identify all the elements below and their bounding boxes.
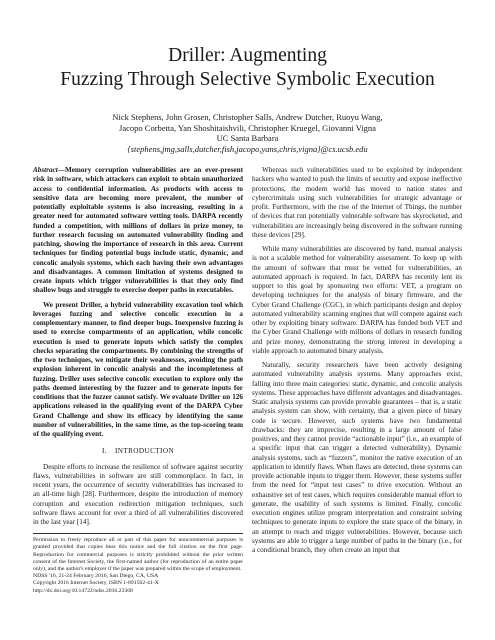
affiliation: UC Santa Barbara bbox=[216, 133, 279, 143]
abstract bbox=[33, 166, 243, 439]
paper-title bbox=[0, 44, 495, 92]
intro-paragraph-1: Despite efforts to increase the resilience of software against security flaws, vulnerabilities in software are still commonplace. In fact, in recent years, the occurrence of security vulnerabilities has increased to an all-time high [28]. Furthermore, despite the introduction of memory corruption and execution redirection mitigation techniques, such software flaws account for over a third of all vulnerabilities discovered in the last year [14]. bbox=[33, 462, 243, 526]
section-number: I. bbox=[101, 447, 107, 456]
intro-paragraph-2: Whereas such vulnerabilities used to be exploited by independent hackers who wanted to push the limits of security and expose ineffective protections, the modern world has moved to nation states and cybercriminals using such vulnerabilities for strategic advantage or profit. Furthermore, with the rise of the Internet of Things, the number of devices that run potentially vulnerable software has skyrocketed, and vulnerabilities are increasingly being discovered in the software running these devices [29]. bbox=[252, 166, 462, 239]
title-line-2: Fuzzing Through Selective Symbolic Execution bbox=[60, 69, 435, 90]
conference-info: NDSS '16, 21-24 February 2016, San Diego, CA, USA bbox=[33, 573, 159, 580]
author-emails: {stephens,jmg,salls,dutcher,fish,jacopo,yans,chris,vigna}@cs.ucsb.edu bbox=[127, 143, 368, 154]
right-column bbox=[252, 166, 462, 560]
abstract-paragraph-2: We present Driller, a hybrid vulnerability excavation tool which leverages fuzzing and selective concolic execution in a complementary manner, to find deeper bugs. Inexpensive fuzzing is used to exercise compartments of an application, while concolic execution is used to generate inputs which satisfy the complex checks separating the compartments. By combining the strengths of the two techniques, we mitigate their weaknesses, avoiding the path explosion inherent in concolic analysis and the incompleteness of fuzzing. Driller uses selective concolic execution to explore only the paths deemed interesting by the fuzzer and to generate inputs for conditions that the fuzzer cannot satisfy. We evaluate Driller on 126 applications released in the qualifying event of the DARPA Cyber Grand Challenge and show its efficacy by identifying the same number of vulnerabilities, in the same time, as the top-scoring team of the qualifying event. bbox=[33, 300, 243, 438]
abstract-paragraph-1: Abstract—Memory corruption vulnerabilities are an ever-present risk in software, which attackers can exploit to obtain unauthorized access to confidential information. As products with access to sensitive data are becoming more prevalent, the number of potentially exploitable systems is also increasing, resulting in a greater need for automated software vetting tools. DARPA recently funded a competition, with millions of dollars in prize money, to further research focusing on automated vulnerability finding and patching, showing the importance of research in this area. Current techniques for finding potential bugs include static, dynamic, and concolic analysis systems, which each having their own advantages and disadvantages. A common limitation of systems designed to create inputs which trigger vulnerabilities is that they only find shallow bugs and struggle to exercise deeper paths in executables. bbox=[33, 166, 243, 295]
doi-link[interactable]: http://dx.doi.org/10.14722/ndss.2016.23368 bbox=[33, 587, 133, 594]
section-heading-introduction bbox=[33, 447, 243, 456]
intro-paragraph-3: While many vulnerabilities are discovered by hand, manual analysis is not a scalable method for vulnerability assessment. To keep up with the amount of software that must be vetted for vulnerabilities, an automated approach is required. In fact, DARPA has recently lent its support to this goal by sponsoring two efforts: VET, a program on developing techniques for the analysis of binary firmware, and the Cyber Grand Challenge (CGC), in which participants design and deploy automated vulnerability scanning engines that will compete against each other by exploiting binary software. DARPA has funded both VET and the Cyber Grand Challenge with millions of dollars in research funding and prize money, demonstrating the strong interest in developing a viable approach to automated binary analysis. bbox=[252, 245, 462, 355]
authors-line-1: Nick Stephens, John Grosen, Christopher Salls, Andrew Dutcher, Ruoyu Wang, bbox=[112, 112, 383, 122]
intro-paragraph-4: Naturally, security researchers have been actively designing automated vulnerability analysis systems. Many approaches exist, falling into three main categories: static, dynamic, and concolic analysis systems. These approaches have different advantages and disadvantages. Static analysis systems can provide provable guarantees – that is, a static analysis system can show, with certainty, that a given piece of binary code is secure. However, such systems have two fundamental drawbacks: they are imprecise, resulting in a large amount of false positives, and they cannot provide “actionable input” (i.e., an example of a specific input that can trigger a detected vulnerability). Dynamic analysis systems, such as “fuzzers”, monitor the native execution of an application to identify flaws. When flaws are detected, these systems can provide actionable inputs to trigger them. However, these systems suffer from the need for “input test cases” to drive execution. Without an exhaustive set of test cases, which requires considerable manual effort to generate, the usability of such systems is limited. Finally, concolic execution engines utilize program interpretation and constraint solving techniques to generate inputs to explore the state space of the binary, in an attempt to reach and trigger vulnerabilities. However, because such systems are able to trigger a large number of paths in the binary (i.e., for a conditional branch, they often create an input that bbox=[252, 361, 462, 554]
copyright-info: Copyright 2016 Internet Society, ISBN 1-891562-41-X bbox=[33, 580, 159, 587]
permission-notice: Permission to freely reproduce all or part of this paper for noncommercial purposes is granted provided that copies bear this notice and the full citation on the first page. Reproduction for commercial purposes is strictly prohibited without the prior written consent of the Internet Society, the first-named author (for reproduction of an entire paper only), and the author's employer if the paper was prepared within the scope of employment. bbox=[33, 537, 243, 573]
authors-line-2: Jacopo Corbetta, Yan Shoshitaishvili, Christopher Kruegel, Giovanni Vigna bbox=[119, 122, 376, 133]
footnote-divider bbox=[33, 533, 243, 534]
title-line-1: Driller: Augmenting bbox=[168, 45, 327, 66]
left-column bbox=[33, 166, 243, 595]
author-block bbox=[20, 112, 475, 154]
abstract-label: Abstract bbox=[33, 166, 58, 174]
section-title: INTRODUCTION bbox=[114, 447, 175, 456]
copyright-footnote bbox=[33, 537, 243, 595]
